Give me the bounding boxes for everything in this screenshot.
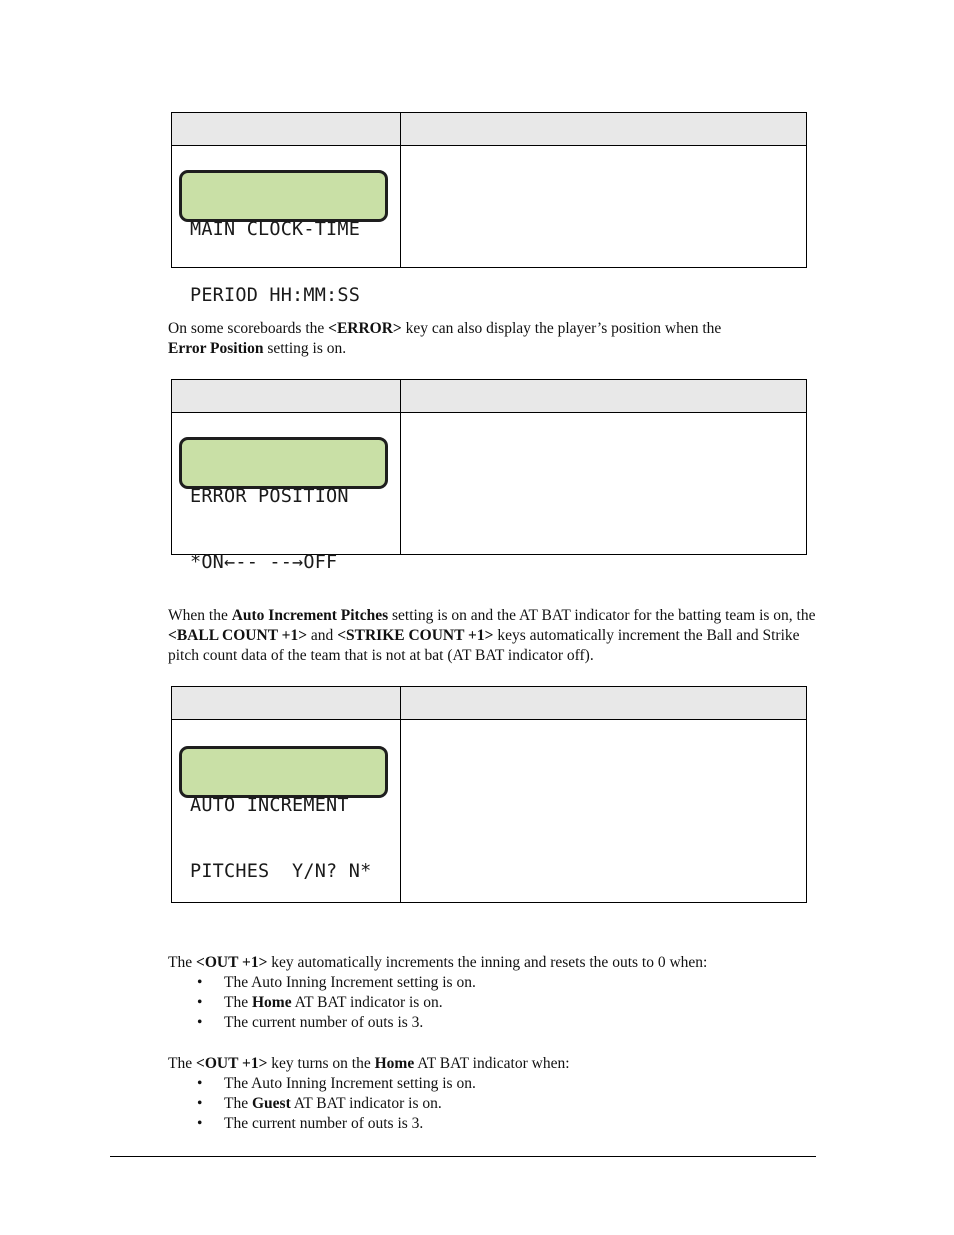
strike-count-key-label: <STRIKE COUNT +1> (337, 627, 494, 644)
lcd-line-2: PITCHES Y/N? N* (190, 861, 372, 882)
out-home-at-bat-paragraph (168, 1054, 828, 1074)
list-item (168, 993, 476, 1013)
table-cell-lcd (172, 720, 401, 902)
list-item (168, 1013, 476, 1033)
lcd-display (179, 170, 388, 306)
lcd-display (179, 746, 388, 882)
table-header-left (172, 380, 401, 413)
text-run: AT BAT indicator when: (414, 1055, 570, 1072)
table-cell-lcd (172, 146, 401, 306)
table-cell-description (401, 720, 806, 902)
error-position-paragraph (168, 319, 828, 359)
lcd-line-1: ERROR POSITION (190, 486, 349, 507)
text-run: The (224, 1095, 252, 1112)
auto-increment-table (171, 686, 807, 903)
table-header-left (172, 113, 401, 146)
text-run: The current number of outs is 3. (224, 1014, 424, 1031)
list-item (168, 1114, 476, 1134)
table-cell-description (401, 146, 806, 267)
text-run: key can also display the player’s position when the (401, 320, 722, 337)
text-run: The (224, 994, 252, 1011)
auto-increment-paragraph (168, 606, 828, 666)
table-cell-description (401, 413, 806, 554)
text-run: key turns on the (267, 1055, 375, 1072)
out-increment-conditions (168, 973, 476, 1033)
out-increment-paragraph (168, 953, 828, 973)
out-key-label: <OUT +1> (195, 1055, 268, 1072)
home-label: Home (251, 994, 292, 1011)
list-item (168, 1074, 476, 1094)
auto-increment-label: Auto Increment Pitches (231, 607, 389, 624)
lcd-line-1: AUTO INCREMENT (190, 795, 349, 816)
text-run: The current number of outs is 3. (224, 1115, 424, 1132)
main-clock-table (171, 112, 807, 306)
out-key-label: <OUT +1> (195, 954, 268, 971)
text-run: The Auto Inning Increment setting is on. (224, 1075, 476, 1092)
error-position-label: Error Position (168, 340, 264, 357)
text-run: The Auto Inning Increment setting is on. (224, 974, 476, 991)
text-run: keys automatically increment the Ball and Strike pitch count data of the team that is not at bat (AT BAT indicator off). (168, 627, 800, 664)
text-run: The (168, 954, 196, 971)
list-item (168, 973, 476, 993)
table-header-right (401, 380, 806, 413)
text-run: When the (168, 607, 232, 624)
list-item (168, 1094, 476, 1114)
out-home-at-bat-conditions (168, 1074, 476, 1134)
lcd-line-2: PERIOD HH:MM:SS (190, 285, 361, 306)
lcd-display (179, 437, 388, 573)
text-run: key automatically increments the inning and resets the outs to 0 when: (267, 954, 708, 971)
table-cell-lcd (172, 413, 401, 573)
lcd-line-1: MAIN CLOCK-TIME (190, 219, 361, 240)
text-run: AT BAT indicator is on. (290, 1095, 442, 1112)
text-run: and (307, 627, 338, 644)
text-run: AT BAT indicator is on. (291, 994, 443, 1011)
table-header-left (172, 687, 401, 720)
text-run: The (168, 1055, 196, 1072)
table-header-right (401, 113, 806, 146)
text-run: setting is on and the AT BAT indicator for the batting team is on, the (388, 607, 816, 624)
error-key-label: <ERROR> (328, 320, 402, 337)
text-run: On some scoreboards the (168, 320, 329, 337)
ball-count-key-label: <BALL COUNT +1> (168, 627, 308, 644)
home-label: Home (374, 1055, 415, 1072)
lcd-line-2: *ON←-- --→OFF (190, 552, 338, 573)
footer-divider (110, 1156, 816, 1157)
table-header-right (401, 687, 806, 720)
error-position-table (171, 379, 807, 573)
text-run: setting is on. (263, 340, 347, 357)
guest-label: Guest (251, 1095, 291, 1112)
